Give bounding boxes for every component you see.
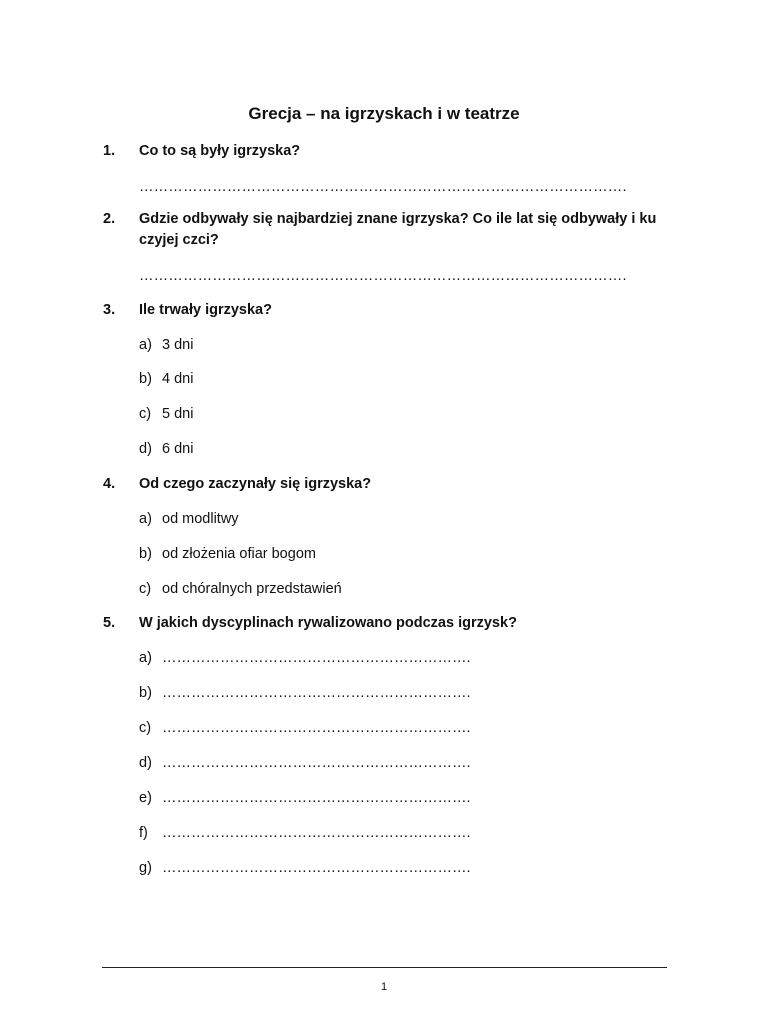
question-3-option-b-text: 4 dni bbox=[162, 371, 194, 387]
question-5-blank-e-line[interactable]: ………………………………………………………. bbox=[162, 790, 471, 806]
question-5-blank-d-line[interactable]: ………………………………………………………. bbox=[162, 755, 471, 771]
question-2-text: Gdzie odbywały się najbardziej znane igrzyska? Co ile lat się odbywały i ku czyjej czci? bbox=[139, 211, 657, 248]
question-3-option-b-letter[interactable]: b) bbox=[139, 371, 152, 387]
question-4-number: 4. bbox=[103, 476, 116, 492]
question-3-option-a-text: 3 dni bbox=[162, 337, 194, 353]
question-5-blank-d-letter: d) bbox=[139, 755, 152, 771]
question-5-blank-f-line[interactable]: ………………………………………………………. bbox=[162, 825, 471, 841]
question-5-text: W jakich dyscyplinach rywalizowano podczas igrzysk? bbox=[139, 615, 517, 631]
question-5-blank-g-letter: g) bbox=[139, 860, 152, 876]
question-3-number: 3. bbox=[103, 302, 116, 318]
question-5-blank-a-line[interactable]: ………………………………………………………. bbox=[162, 650, 471, 666]
footer-divider bbox=[102, 967, 667, 968]
page-number: 1 bbox=[380, 981, 388, 993]
question-3-option-c-text: 5 dni bbox=[162, 406, 194, 422]
question-4-text: Od czego zaczynały się igrzyska? bbox=[139, 476, 372, 492]
answer-line-2[interactable]: ………………………………………………………………………………………. bbox=[139, 268, 627, 284]
question-5-blank-a-letter: a) bbox=[139, 650, 152, 666]
question-4-option-a-letter[interactable]: a) bbox=[139, 511, 152, 527]
question-5-blank-c-letter: c) bbox=[139, 720, 152, 736]
question-5-blank-g-line[interactable]: ………………………………………………………. bbox=[162, 860, 471, 876]
question-2-number: 2. bbox=[103, 211, 116, 227]
question-4-option-c-letter[interactable]: c) bbox=[139, 581, 152, 597]
question-5-blank-e-letter: e) bbox=[139, 790, 152, 806]
question-3-option-d-text: 6 dni bbox=[162, 441, 194, 457]
question-4-option-b-text: od złożenia ofiar bogom bbox=[162, 546, 316, 562]
question-4-option-c-text: od chóralnych przedstawień bbox=[162, 581, 342, 597]
question-5-blank-b-letter: b) bbox=[139, 685, 152, 701]
question-5-blank-b-line[interactable]: ………………………………………………………. bbox=[162, 685, 471, 701]
question-4-option-b-letter[interactable]: b) bbox=[139, 546, 152, 562]
question-5-blank-c-line[interactable]: ………………………………………………………. bbox=[162, 720, 471, 736]
question-4-option-a-text: od modlitwy bbox=[162, 511, 239, 527]
answer-line-1[interactable]: ………………………………………………………………………………………. bbox=[139, 179, 627, 195]
question-5-number: 5. bbox=[103, 615, 116, 631]
question-5-blank-f-letter: f) bbox=[139, 825, 148, 841]
question-3-text: Ile trwały igrzyska? bbox=[139, 302, 272, 318]
question-1-number: 1. bbox=[103, 143, 116, 159]
question-3-option-c-letter[interactable]: c) bbox=[139, 406, 152, 422]
question-3-option-a-letter[interactable]: a) bbox=[139, 337, 152, 353]
question-3-option-d-letter[interactable]: d) bbox=[139, 441, 152, 457]
page-title: Grecja – na igrzyskach i w teatrze bbox=[248, 104, 520, 123]
question-1-text: Co to są były igrzyska? bbox=[139, 143, 301, 159]
